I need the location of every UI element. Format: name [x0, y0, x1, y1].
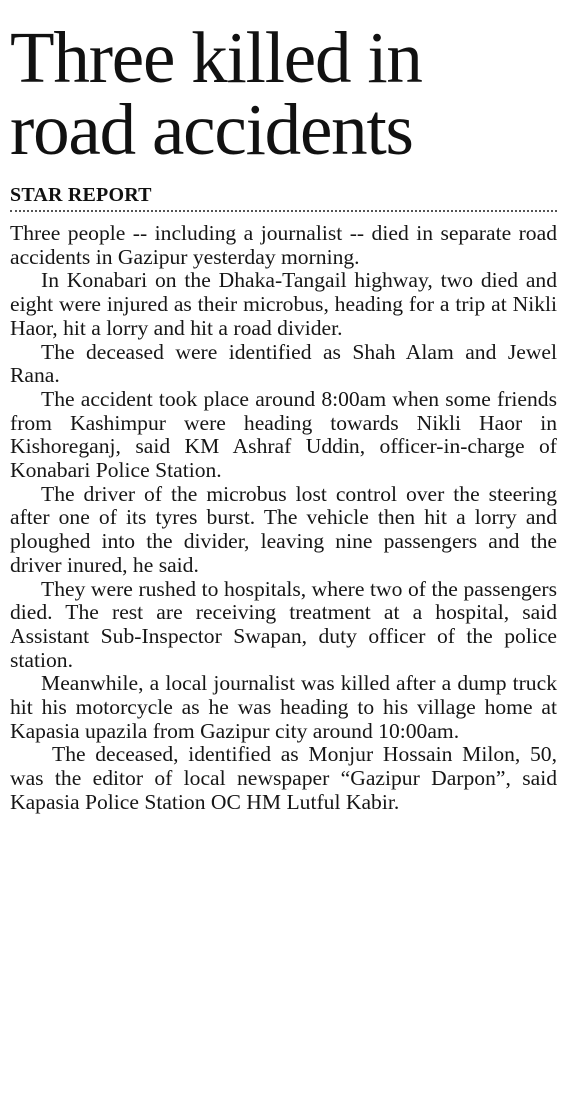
paragraph-4: The accident took place around 8:00am when some friends from Kashimpur were heading towards Nikli Haor in Kishoreganj, said KM Ashraf Uddin, officer-in-charge of Konabari Police Station. [10, 386, 557, 483]
paragraph-3: The deceased were identified as Shah Alam and Jewel Rana. [10, 339, 557, 388]
headline-line-1: Three killed in [10, 17, 422, 98]
paragraph-8: The deceased, identified as Monjur Hossain Milon, 50, was the editor of local newspaper “Gazipur Darpon”, said Kapasia Police Station OC HM Lutful Kabir. [10, 742, 557, 814]
paragraph-1: Three people -- including a journalist -- died in separate road accidents in Gazipur yesterday morning. [10, 221, 557, 269]
paragraph-6: They were rushed to hospitals, where two of the passengers died. The rest are receiving treatment at a hospital, said Assistant Sub-Inspector Swapan, duty officer of the police station. [10, 576, 557, 672]
article-body [10, 222, 557, 815]
paragraph-5: The driver of the microbus lost control over the steering after one of its tyres burst. The vehicle then hit a lorry and ploughed into the divider, leaving nine passengers and the driver inured, he said. [10, 481, 557, 577]
paragraph-2: In Konabari on the Dhaka-Tangail highway, two died and eight were injured as their microbus, heading for a trip at Nikli Haor, hit a lorry and hit a road divider. [10, 268, 557, 340]
headline-line-2: road accidents [10, 89, 413, 170]
headline [10, 0, 557, 170]
dotted-divider [10, 210, 557, 212]
paragraph-7: Meanwhile, a local journalist was killed after a dump truck hit his motorcycle as he was heading to his village home at Kapasia upazila from Gazipur city around 10:00am. [10, 671, 557, 743]
news-article [10, 0, 557, 815]
byline: STAR REPORT [10, 184, 152, 206]
